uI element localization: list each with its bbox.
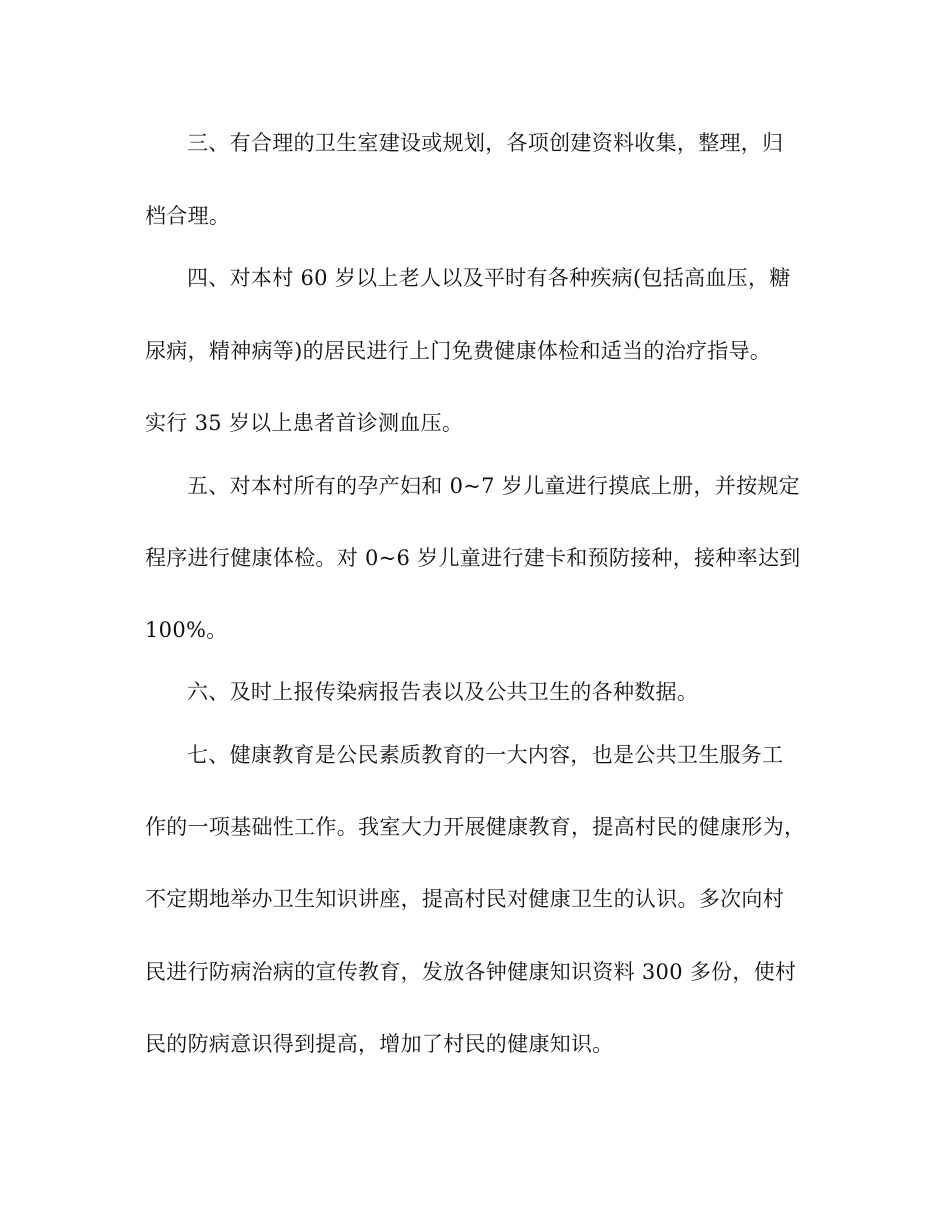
paragraph-7-line-3: 不定期地举办卫生知识讲座，提高村民对健康卫生的认识。多次向村 xyxy=(145,887,784,911)
paragraph-5-line-3: 100%。 xyxy=(145,618,228,642)
paragraph-5-line-1: 五、对本村所有的孕产妇和 0~7 岁儿童进行摸底上册，并按规定 xyxy=(187,474,800,498)
paragraph-7-line-5: 民的防病意识得到提高，增加了村民的健康知识。 xyxy=(145,1032,614,1056)
paragraph-4-line-2: 尿病，精神病等)的居民进行上门免费健康体检和适当的治疗指导。 xyxy=(145,339,772,363)
paragraph-7-line-4: 民进行防病治病的宣传教育，发放各钟健康知识资料 300 多份，使村 xyxy=(145,960,797,984)
paragraph-4-line-1: 四、对本村 60 岁以上老人以及平时有各种疾病(包括高血压，糖 xyxy=(187,266,791,290)
paragraph-7-line-1: 七、健康教育是公民素质教育的一大内容，也是公共卫生服务工 xyxy=(187,743,784,767)
paragraph-4-line-3: 实行 35 岁以上患者首诊测血压。 xyxy=(145,411,464,435)
paragraph-3-line-2: 档合理。 xyxy=(145,204,231,228)
paragraph-3-line-1: 三、有合理的卫生室建设或规划，各项创建资料收集，整理，归 xyxy=(187,131,784,155)
paragraph-5-line-2: 程序进行健康体检。对 0~6 岁儿童进行建卡和预防接种，接种率达到 xyxy=(145,546,801,570)
paragraph-6-line-1: 六、及时上报传染病报告表以及公共卫生的各种数据。 xyxy=(187,680,699,704)
paragraph-7-line-2: 作的一项基础性工作。我室大力开展健康教育，提高村民的健康形为， xyxy=(145,815,806,839)
